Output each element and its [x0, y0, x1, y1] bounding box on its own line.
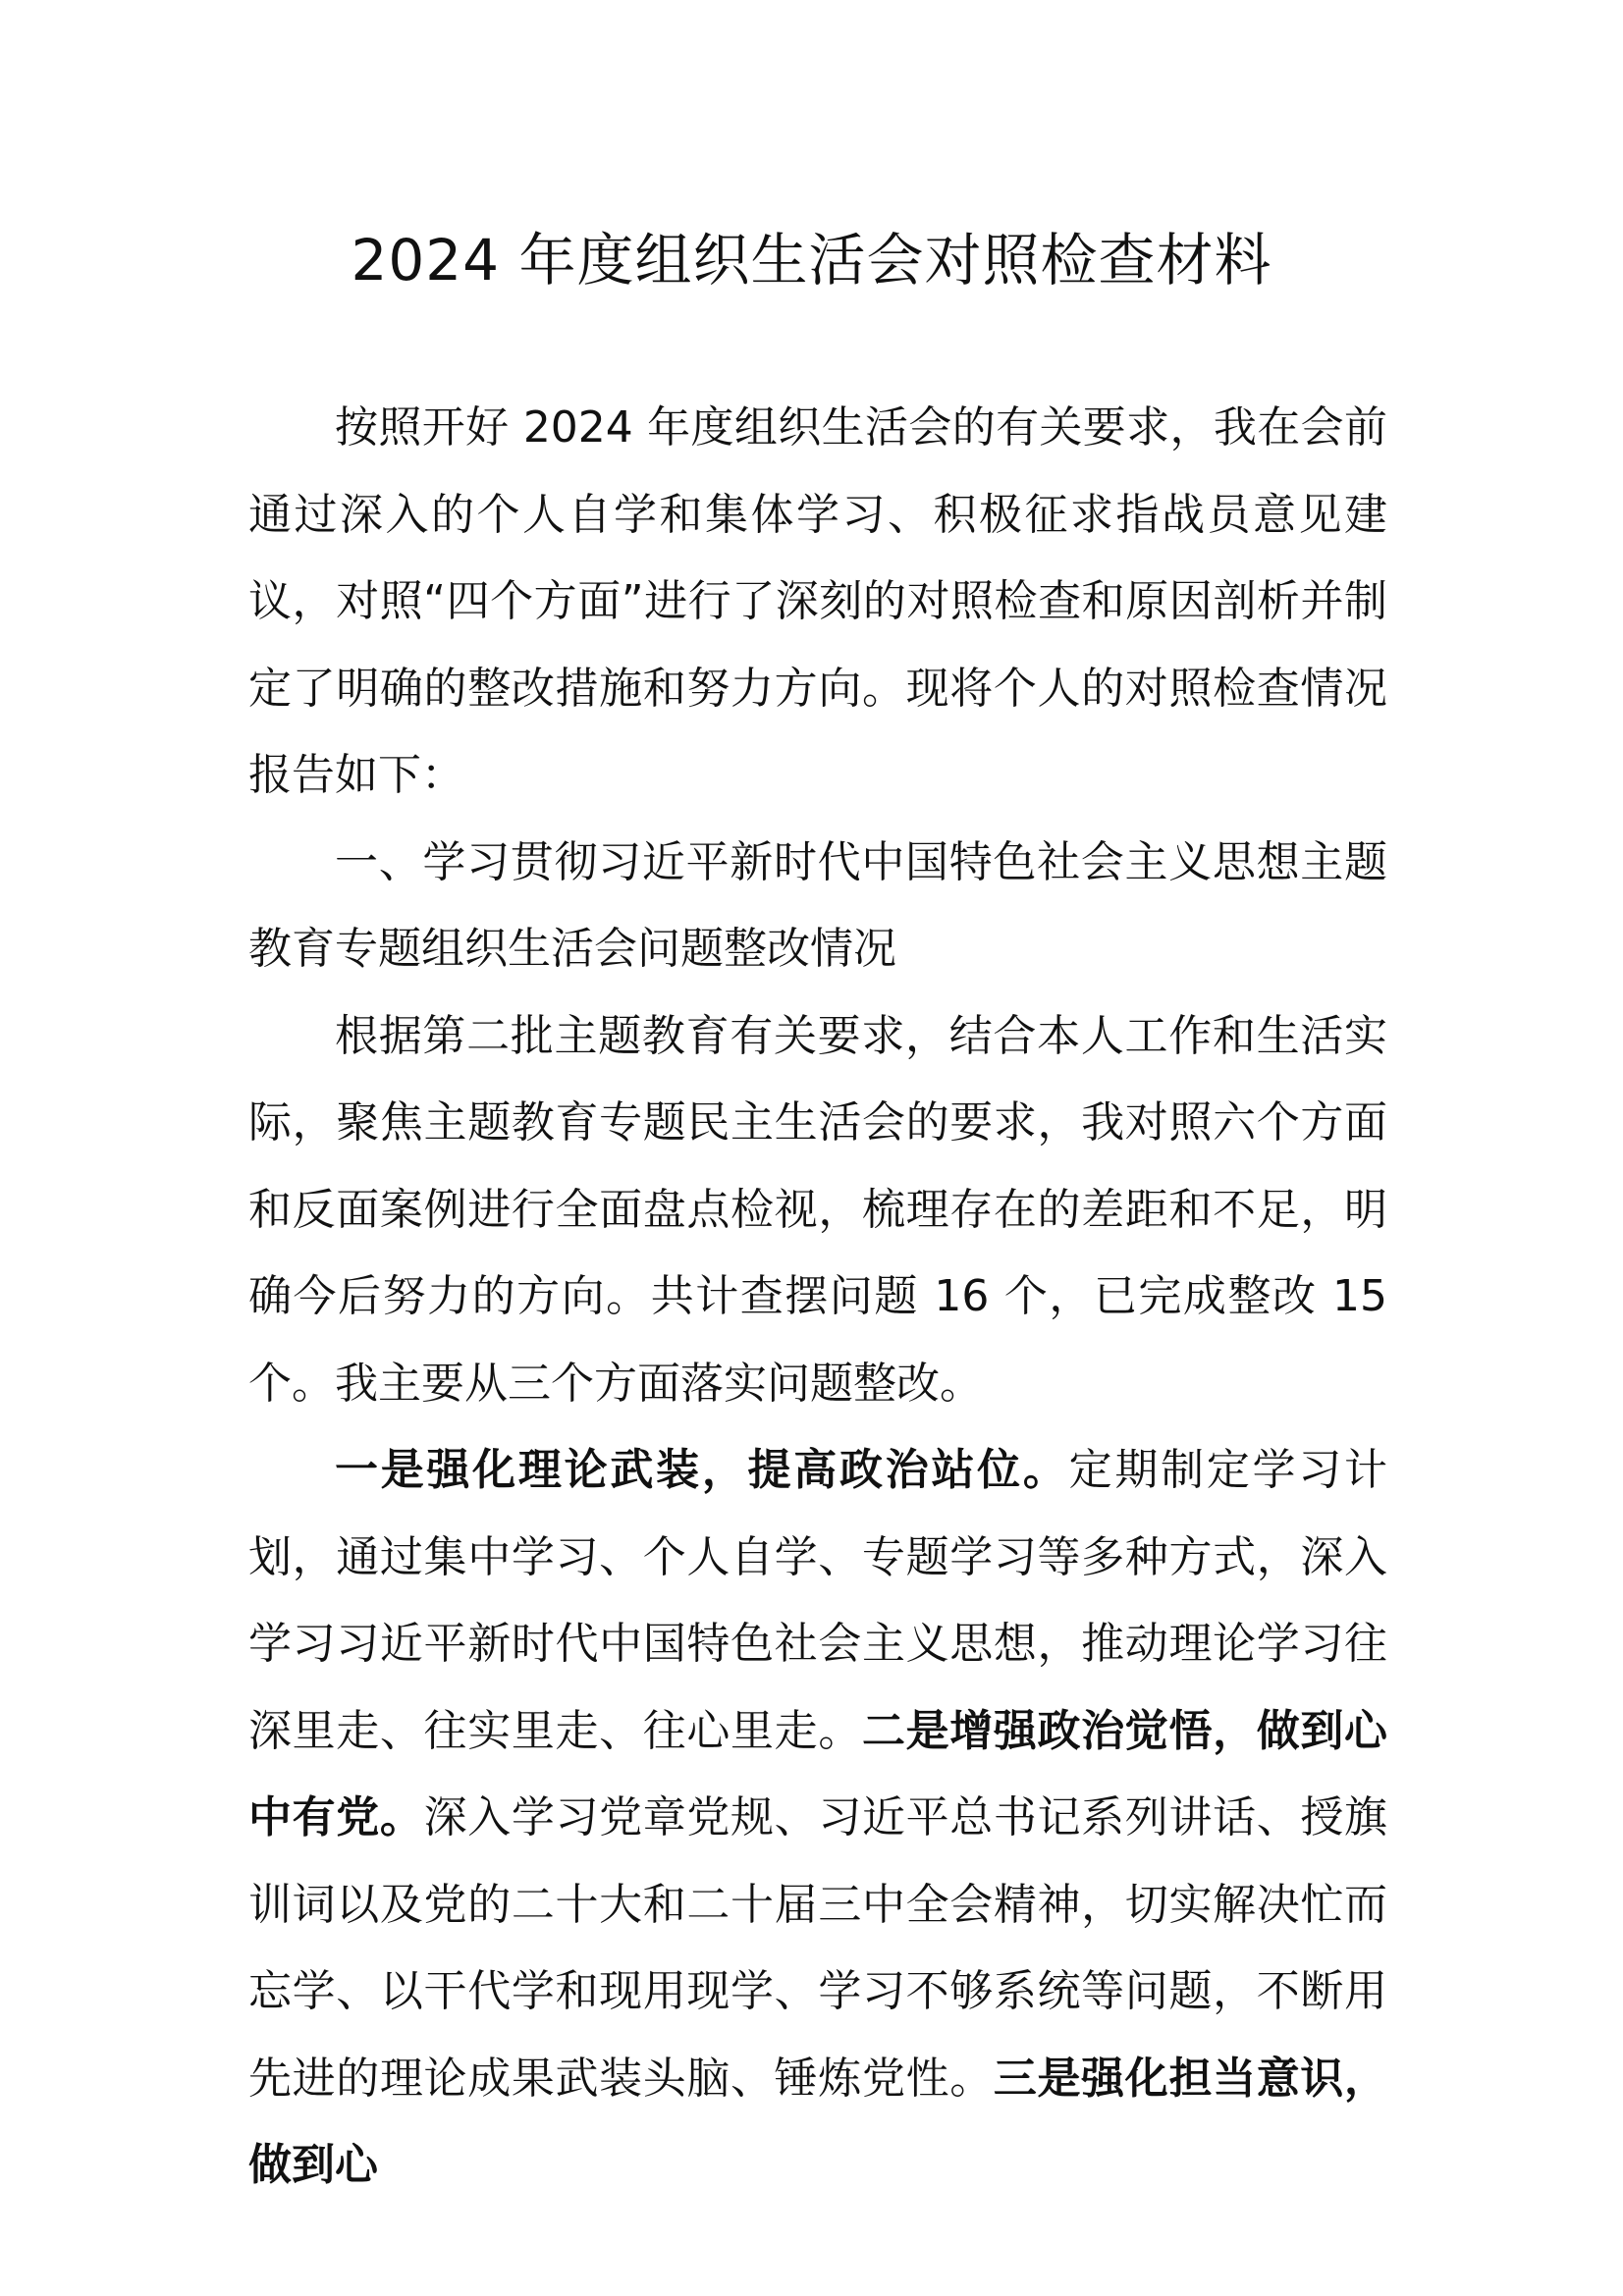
- document-body: [248, 385, 1387, 2210]
- point-2-text: 深入学习党章党规、习近平总书记系列讲话、授旗训词以及党的二十大和二十届三中全会精神，切实解决忙而忘学、以干代学和现用现学、学习不够系统等问题，不断用先进的理论成果武装头脑、锤炼党性。: [248, 1792, 1388, 2104]
- rectification-summary-paragraph: 根据第二批主题教育有关要求，结合本人工作和生活实际，聚焦主题教育专题民主生活会的要求，我对照六个方面和反面案例进行全面盘点检视，梳理存在的差距和不足，明确今后努力的方向。共计查摆问题 16 个，已完成整改 15 个。我主要从三个方面落实问题整改。: [248, 1010, 1387, 1409]
- point-2-heading: 二是增强政治觉悟，做到心中有党。: [248, 1705, 1388, 1842]
- point-1-text: 定期制定学习计划，通过集中学习、个人自学、专题学习等多种方式，深入学习习近平新时代中国特色社会主义思想，推动理论学习往深里走、往实里走、往心里走。: [248, 1445, 1388, 1756]
- document-title: 2024 年度组织生活会对照检查材料: [351, 227, 1272, 294]
- intro-paragraph: 按照开好 2024 年度组织生活会的有关要求，我在会前通过深入的个人自学和集体学习、积极征求指战员意见建议，对照“四个方面”进行了深刻的对照检查和原因剖析并制定了明确的整改措施和努力方向。现将个人的对照检查情况报告如下：: [248, 402, 1387, 800]
- section-heading-1: 一、学习贯彻习近平新时代中国特色社会主义思想主题教育专题组织生活会问题整改情况: [248, 836, 1387, 974]
- point-1-heading: 一是强化理论武装，提高政治站位。: [335, 1445, 1069, 1495]
- point-3-heading: 三是强化担当意识，做到心: [248, 2053, 1388, 2190]
- measures-paragraph: [248, 1427, 1387, 2210]
